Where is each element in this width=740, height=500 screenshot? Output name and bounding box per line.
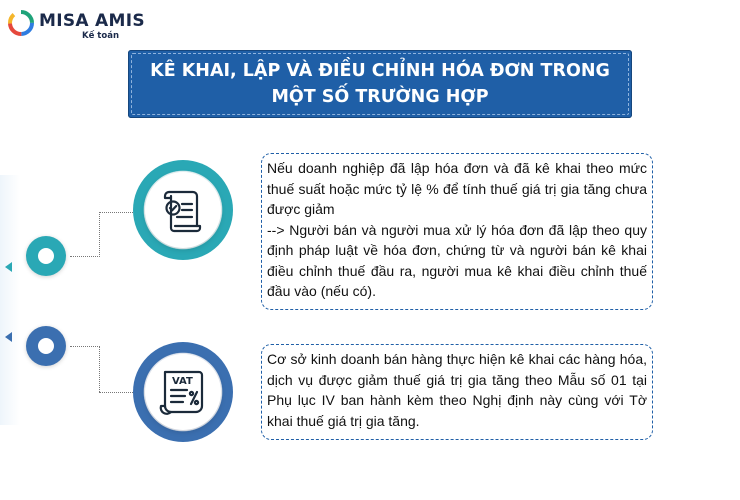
title-line-1: KÊ KHAI, LẬP VÀ ĐIỀU CHỈNH HÓA ĐƠN TRONG [150,61,610,81]
vat-receipt-icon [147,356,219,428]
step-marker-ring [34,334,58,358]
case-1-resolution: --> Người bán và người mua xử lý hóa đơn đã lập theo quy định pháp luật về hóa đơn, chứng từ và người bán kê khai điều chỉnh thuế đầu ra, người mua kê khai điều chỉnh thuế đầu vào (nếu có). [267,221,647,299]
pointer-arrow-icon [5,262,12,272]
case-2-icon-badge [133,342,233,442]
pointer-arrow-icon [5,332,12,342]
connector-line [99,212,100,257]
brand-subtitle: Kế toán [82,31,120,41]
connector-line [70,346,100,347]
brand-logo [8,8,145,42]
receipt-check-icon [147,174,219,246]
page-title [128,58,632,110]
vat-label: VAT [172,376,193,387]
case-2-description [261,344,653,440]
case-1-description [261,153,653,310]
title-banner [128,50,632,118]
case-1-icon-badge [133,160,233,260]
connector-line [70,256,100,257]
step-marker-ring [34,244,58,268]
misa-amis-logo-icon [8,10,34,36]
title-line-2: MỘT SỐ TRƯỜNG HỢP [271,87,489,107]
step-marker-2 [26,326,66,366]
connector-line [99,392,133,393]
case-1-condition: Nếu doanh nghiệp đã lập hóa đơn và đã kê khai theo mức thuế suất hoặc mức tỷ lệ % để tính thuế giá trị gia tăng chưa được giảm [267,160,647,217]
step-marker-1 [26,236,66,276]
left-decor-stripe [0,175,20,425]
connector-line [99,346,100,392]
connector-line [99,212,133,213]
case-2-condition: Cơ sở kinh doanh bán hàng thực hiện kê khai các hàng hóa, dịch vụ được giảm thuế giá trị gia tăng theo Mẫu số 01 tại Phụ lục IV ban hành kèm theo Nghị định này cùng với Tờ khai thuế giá trị gia tăng. [267,351,647,429]
brand-name: MISA AMIS [39,11,145,31]
